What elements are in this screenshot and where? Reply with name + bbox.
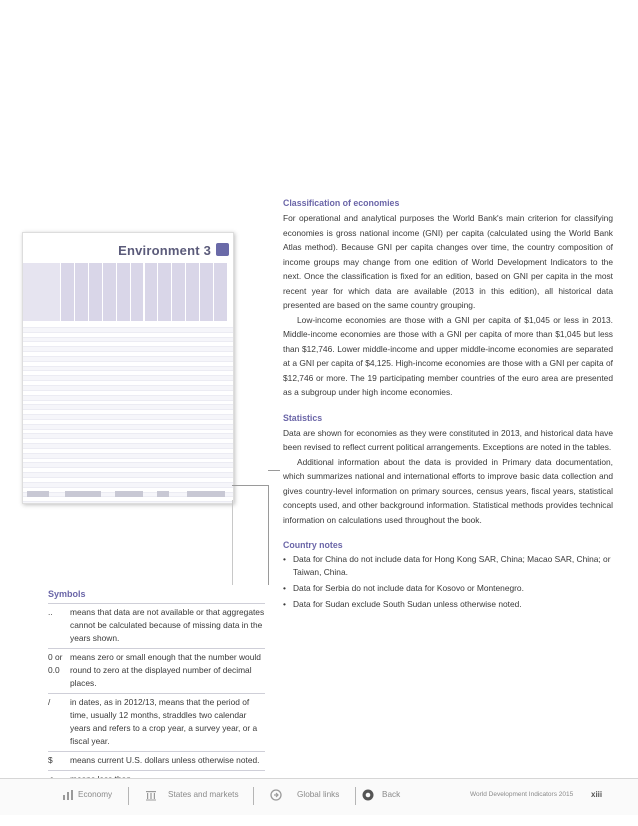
connector-line (268, 485, 269, 585)
classification-section (283, 198, 613, 400)
symbol-description: means zero or small enough that the number would round to zero at the displayed number of decimal places. (70, 652, 261, 688)
statistics-section (283, 413, 613, 528)
connector-line (232, 500, 233, 585)
symbol-key: $ (48, 755, 53, 765)
global-links-icon[interactable] (270, 789, 282, 801)
preview-header-cell (61, 263, 75, 321)
nav-global-links[interactable]: Global links (297, 790, 340, 799)
preview-header-cell (214, 263, 228, 321)
symbol-key: .. (48, 607, 53, 617)
preview-header-cell (200, 263, 214, 321)
preview-header-cell (89, 263, 103, 321)
bottom-nav (0, 778, 638, 815)
economy-icon[interactable] (62, 789, 74, 801)
symbol-row (48, 693, 265, 751)
country-notes-section (283, 540, 613, 611)
preview-header-cell (172, 263, 186, 321)
symbol-description: means current U.S. dollars unless otherwise noted. (70, 755, 260, 765)
states-markets-icon[interactable] (145, 789, 157, 801)
symbol-row (48, 648, 265, 693)
connector-line (268, 470, 280, 471)
connector-line (232, 485, 268, 486)
preview-header (23, 263, 233, 323)
table-preview (22, 232, 234, 504)
statistics-paragraph-1: Data are shown for economies as they were constituted in 2013, and historical data have been revised to reflect current political arrangements. Exceptions are noted in the tables. (283, 427, 613, 452)
nav-divider (253, 787, 254, 805)
symbol-row (48, 603, 265, 648)
preview-header-cell (23, 263, 61, 321)
classification-paragraph-1: For operational and analytical purposes the World Bank's main criterion for classifying economies is gross national income (GNI) per capita (calculated using the World Bank Atlas method). Because GNI per capita changes over time, the country composition of income groups may change from one edition of World Development Indicators to the next. Once the classification is fixed for an edition, based on GNI per capita in the most recent year for which data are available (2013 in this edition), all historical data presented are based on the same country grouping. (283, 213, 613, 310)
section-icon (216, 243, 229, 256)
symbol-row (48, 751, 265, 770)
list-item: • Data for Sudan exclude South Sudan unless otherwise noted. (283, 599, 522, 609)
book-title: World Development Indicators 2015 (470, 791, 574, 798)
preview-header-cell (75, 263, 89, 321)
preview-header-cell (145, 263, 159, 321)
classification-paragraph-2: Low-income economies are those with a GNI per capita of $1,045 or less in 2013. Middle-income economies are those with a GNI per capita of more than $1,045 but less than $12,746. Lower middle-income and upper middle-income economies are separated at a GNI per capita of $4,125. High-income economies are those with a GNI per capita of $12,746 or more. The 19 participating member countries of the euro area are presented as a subgroup under high income economies. (283, 314, 613, 397)
symbols-title: Symbols (48, 589, 86, 599)
preview-row (23, 502, 233, 504)
list-item: • Data for Serbia do not include data for Kosovo or Montenegro. (283, 583, 524, 593)
country-notes-heading: Country notes (283, 540, 343, 550)
preview-header-cell (158, 263, 172, 321)
preview-header-cell (131, 263, 145, 321)
nav-back[interactable]: Back (382, 790, 401, 799)
symbol-key: 0 or 0.0 (48, 652, 63, 675)
symbol-key: / (48, 697, 51, 707)
preview-header-cell (103, 263, 117, 321)
nav-divider (355, 787, 356, 805)
statistics-paragraph-2: Additional information about the data is provided in Primary data documentation, which summarizes national and international efforts to improve basic data collection and gives country-level information on primary sources, census years, fiscal years, statistical concepts used, and other background information. Statistical methods provides technical information on calculations used throughout the book. (283, 456, 613, 525)
symbol-description: in dates, as in 2012/13, means that the period of time, usually 12 months, straddles two calendar years and refers to a crop year, a survey year, or a fiscal year. (70, 697, 258, 746)
preview-footer (27, 491, 227, 499)
nav-economy[interactable]: Economy (78, 790, 113, 799)
preview-rows (23, 323, 233, 504)
classification-heading: Classification of economies (283, 198, 400, 208)
nav-divider (128, 787, 129, 805)
page-number: xiii (591, 790, 603, 799)
preview-header-cell (117, 263, 131, 321)
list-item: • Data for China do not include data for Hong Kong SAR, China; Macao SAR, China; or Taiwan, China. (283, 554, 611, 577)
symbols-legend (48, 589, 265, 790)
preview-title: Environment 3 (118, 243, 211, 258)
symbol-description: means that data are not available or that aggregates cannot be calculated because of missing data in the years shown. (70, 607, 265, 643)
statistics-heading: Statistics (283, 412, 323, 423)
nav-states-markets[interactable]: States and markets (168, 790, 239, 799)
right-column (283, 198, 613, 624)
preview-header-cell (186, 263, 200, 321)
back-icon[interactable] (362, 789, 374, 801)
